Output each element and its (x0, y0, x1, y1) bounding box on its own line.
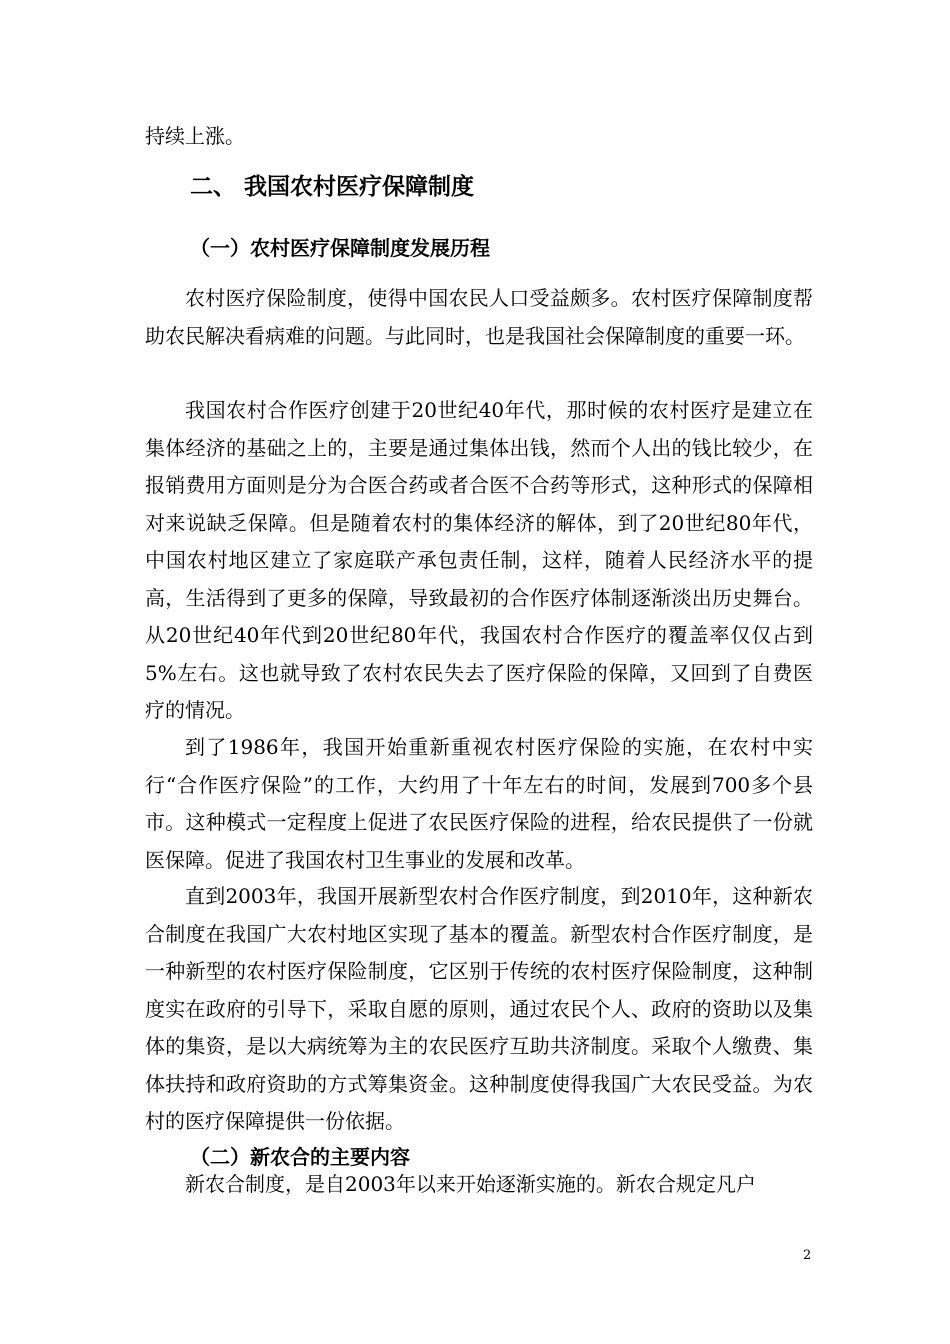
paragraph: 我国农村合作医疗创建于20世纪40年代，那时候的农村医疗是建立在集体经济的基础之上的，主要是通过集体出钱，然而个人出的钱比较少，在报销费用方面则是分为合医合药或者合医不合药等形式，这种形式的保障相对来说缺乏保障。但是随着农村的集体经济的解体，到了20世纪80年代，中国农村地区建立了家庭联产承包责任制，这样，随着人民经济水平的提高，生活得到了更多的保障，导致最初的合作医疗体制逐渐淡出历史舞台。从20世纪40年代到20世纪80年代，我国农村合作医疗的覆盖率仅仅占到5%左右。这也就导致了农村农民失去了医疗保险的保障，又回到了自费医疗的情况。 (145, 398, 813, 722)
paragraph: 新农合制度，是自2003年以来开始逐渐实施的。新农合规定凡户 (185, 1172, 756, 1196)
subsection-heading: （一）农村医疗保障制度发展历程 (190, 236, 490, 260)
paragraph: 农村医疗保险制度，使得中国农民人口受益颇多。农村医疗保障制度帮助农民解决看病难的问题。与此同时，也是我国社会保障制度的重要一环。 (145, 286, 813, 348)
subsection-heading: （二）新农合的主要内容 (190, 1145, 410, 1169)
page-number: 2 (803, 1248, 812, 1263)
paragraph: 到了1986年，我国开始重新重视农村医疗保险的实施，在农村中实行“合作医疗保险”的工作，大约用了十年左右的时间，发展到700多个县市。这种模式一定程度上促进了农民医疗保险的进程，给农民提供了一份就医保障。促进了我国农村卫生事业的发展和改革。 (145, 735, 813, 872)
paragraph: 直到2003年，我国开展新型农村合作医疗制度，到2010年，这种新农合制度在我国广大农村地区实现了基本的覆盖。新型农村合作医疗制度，是一种新型的农村医疗保险制度，它区别于传统的农村医疗保险制度，这种制度实在政府的引导下，采取自愿的原则，通过农民个人、政府的资助以及集体的集资，是以大病统筹为主的农民医疗互助共济制度。采取个人缴费、集体扶持和政府资助的方式筹集资金。这种制度使得我国广大农民受益。为农村的医疗保障提供一份依据。 (145, 884, 813, 1133)
continuation-text: 持续上涨。 (145, 124, 245, 148)
section-heading: 二、 我国农村医疗保障制度 (190, 174, 475, 200)
